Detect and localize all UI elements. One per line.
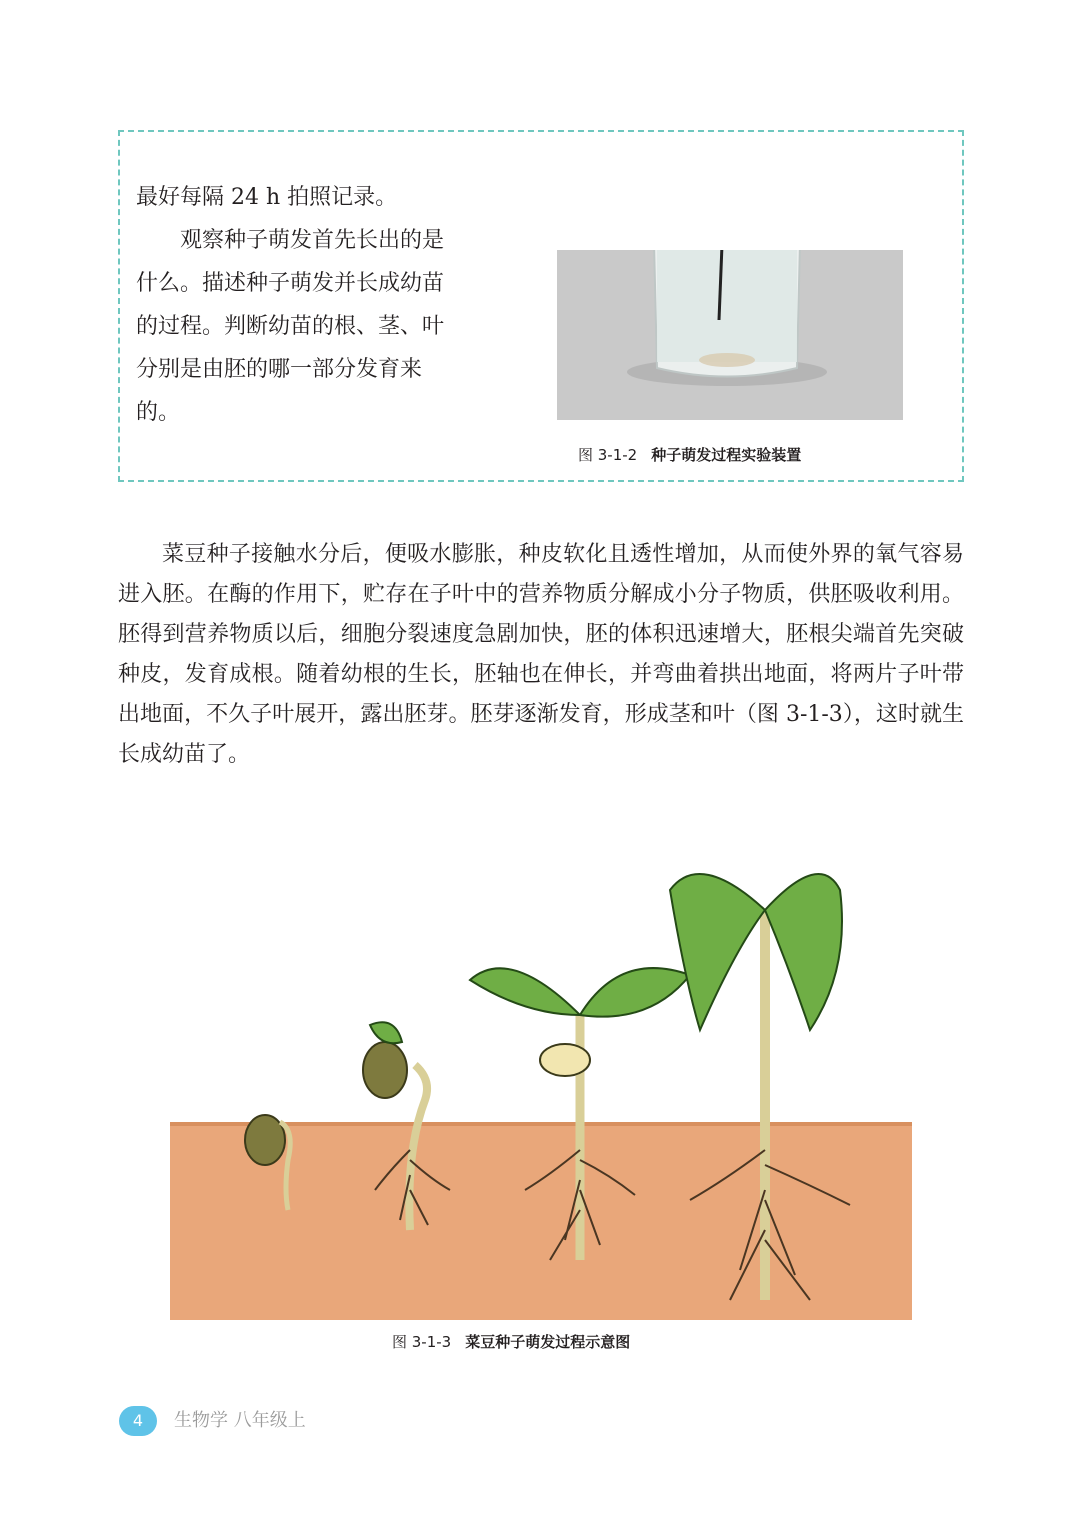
germination-diagram xyxy=(170,830,912,1320)
activity-line-2: 观察种子萌发首先长出的是什么。描述种子萌发并长成幼苗的过程。判断幼苗的根、茎、叶分别是由胚的哪一部分发育来的。 xyxy=(136,228,445,425)
figure-caption-3-1-2 xyxy=(578,444,801,465)
page-number-badge: 4 xyxy=(119,1406,157,1436)
activity-box xyxy=(118,130,964,482)
main-paragraph: 菜豆种子接触水分后，便吸水膨胀，种皮软化且透性增加，从而使外界的氧气容易进入胚。在酶的作用下，贮存在子叶中的营养物质分解成小分子物质，供胚吸收利用。胚得到营养物质以后，细胞分裂速度急剧加快，胚的体积迅速增大，胚根尖端首先突破种皮，发育成根。随着幼根的生长，胚轴也在伸长，并弯曲着拱出地面，将两片子叶带出地面，不久子叶展开，露出胚芽。胚芽逐渐发育，形成茎和叶（图 3-1-3），这时就生长成幼苗了。 xyxy=(118,542,964,767)
figure-title: 种子萌发过程实验装置 xyxy=(651,446,802,464)
book-title: 生物学 八年级上 xyxy=(174,1410,306,1431)
activity-line-1: 最好每隔 24 h 拍照记录。 xyxy=(136,185,398,210)
activity-text xyxy=(136,176,446,434)
beaker-illustration xyxy=(557,250,903,420)
figure-number: 图 3-1-2 xyxy=(578,446,638,464)
figure-title: 菜豆种子萌发过程示意图 xyxy=(465,1333,631,1351)
figure-caption-3-1-3 xyxy=(392,1331,630,1352)
beaker-photo xyxy=(557,250,903,420)
figure-number: 图 3-1-3 xyxy=(392,1333,452,1351)
